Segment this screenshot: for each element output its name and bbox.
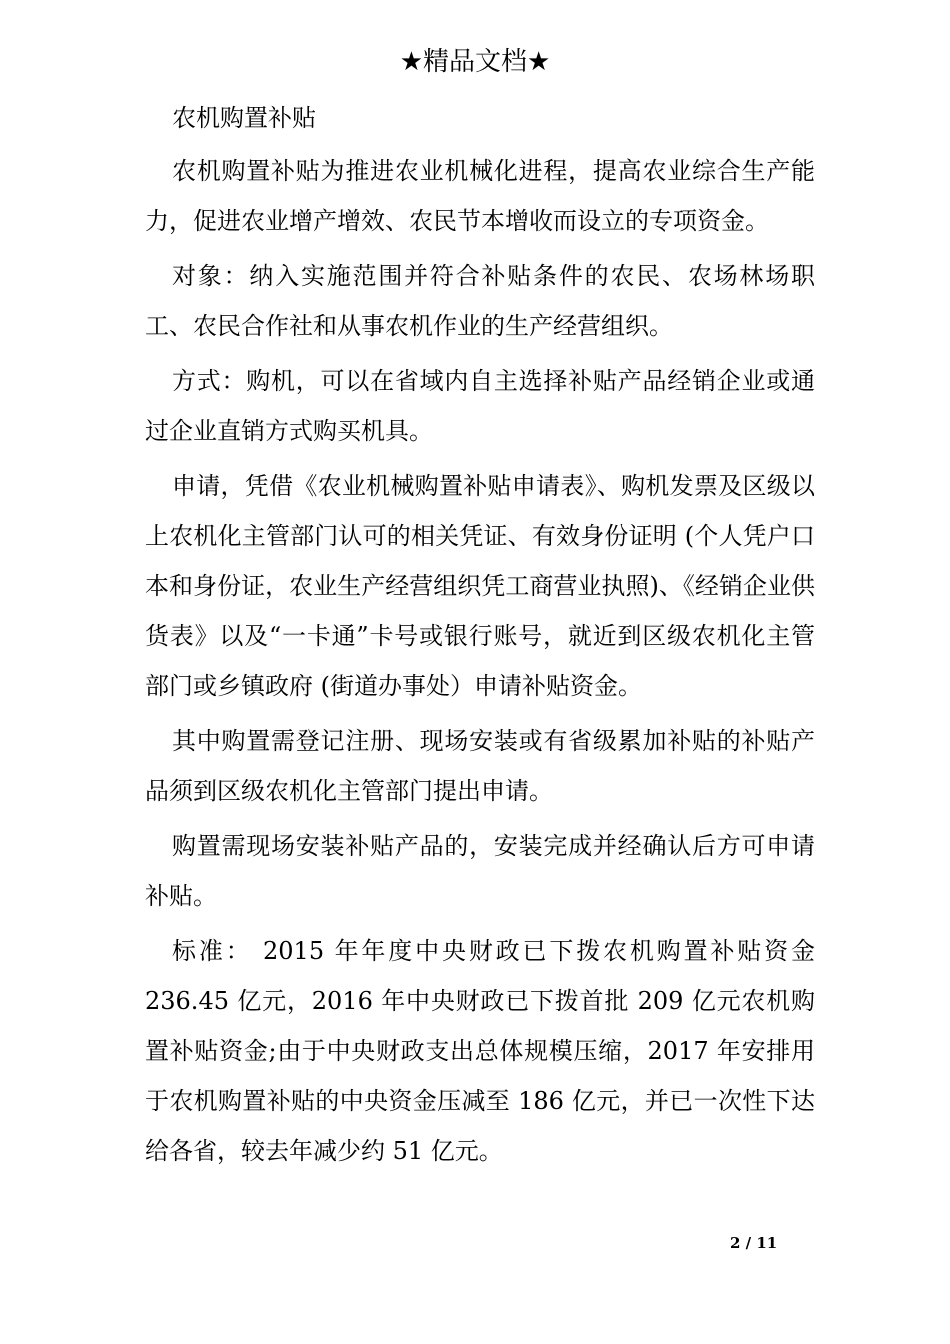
document-title: 农机购置补贴 [172, 104, 316, 132]
paragraph: 方式：购机，可以在省域内自主选择补贴产品经销企业或通过企业直销方式购买机具。 [145, 367, 815, 445]
page-number: 2 / 11 [730, 1234, 778, 1252]
paragraph: 其中购置需登记注册、现场安装或有省级累加补贴的补贴产品须到区级农机化主管部门提出申请。 [145, 727, 815, 805]
document-body [145, 146, 815, 1181]
paragraph: 申请，凭借《农业机械购置补贴申请表》、购机发票及区级以上农机化主管部门认可的相关凭证、有效身份证明 (个人凭户口本和身份证，农业生产经营组织凭工商营业执照)、《经销企业供货表》以及“一卡通”卡号或银行账号，就近到区级农机化主管部门或乡镇政府 (街道办事处）申请补贴资金。 [145, 472, 815, 700]
paragraph: 农机购置补贴为推进农业机械化进程，提高农业综合生产能力，促进农业增产增效、农民节本增收而设立的专项资金。 [145, 157, 815, 235]
paragraph: 对象：纳入实施范围并符合补贴条件的农民、农场林场职工、农民合作社和从事农机作业的生产经营组织。 [145, 262, 815, 340]
paragraph: 标准： 2015 年年度中央财政已下拨农机购置补贴资金 236.45 亿元，2016 年中央财政已下拨首批 209 亿元农机购置补贴资金;由于中央财政支出总体规模压缩，2017 年安排用于农机购置补贴的中央资金压减至 186 亿元，并已一次性下达给各省，较去年减少约 51 亿元。 [145, 937, 815, 1165]
paragraph: 购置需现场安装补贴产品的，安装完成并经确认后方可申请补贴。 [145, 832, 815, 910]
page-header: ★精品文档★ [399, 47, 551, 77]
